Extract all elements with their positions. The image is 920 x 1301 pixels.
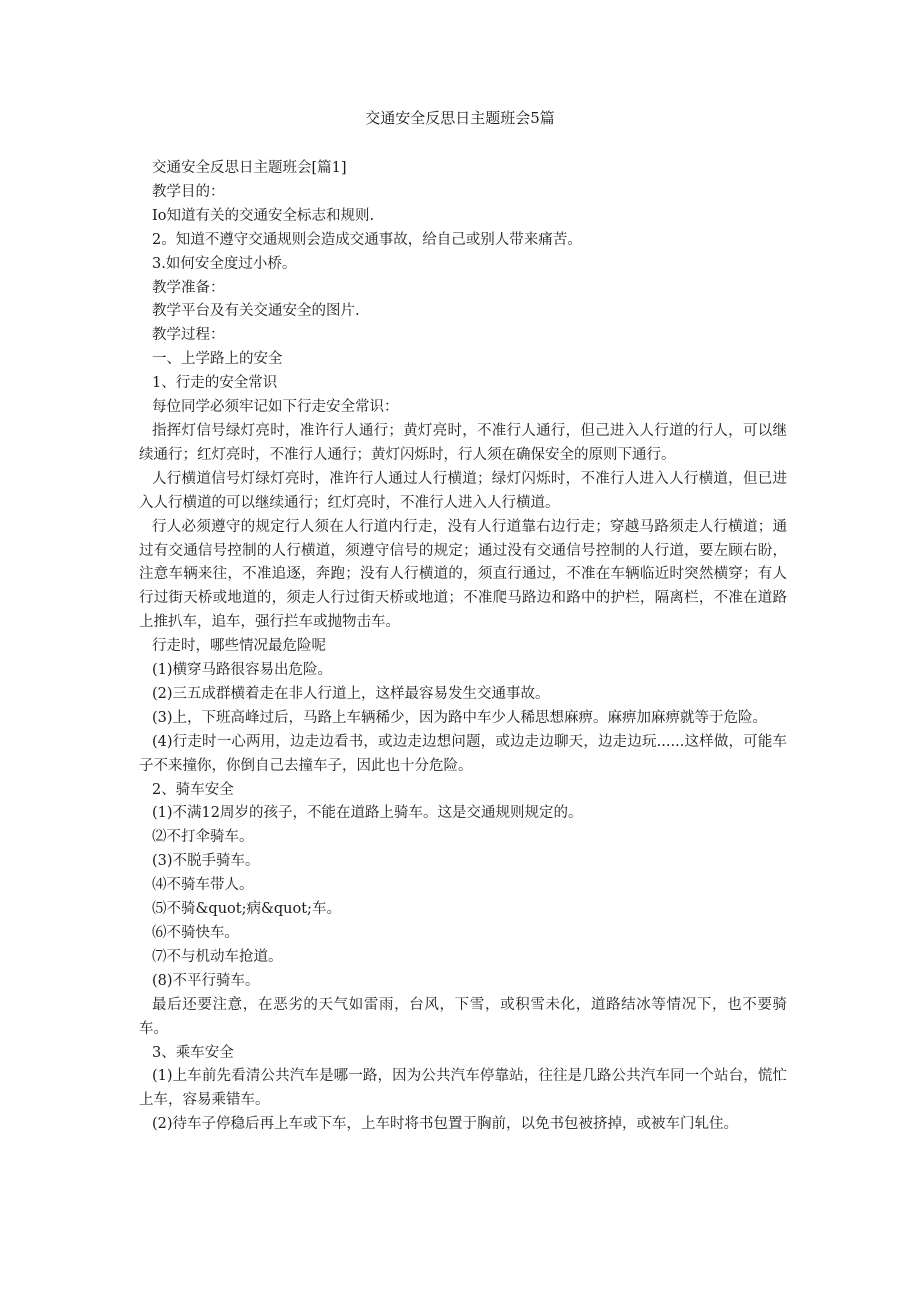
paragraph: 2。知道不遵守交通规则会造成交通事故，给自己或别人带来痛苦。 (152, 231, 582, 248)
paragraph: 人行横道信号灯绿灯亮时，准许行人通过人行横道；绿灯闪烁时，不准行人进入人行横道，但已进入人行横道的可以继续通行；红灯亮时，不准行人进入人行横道。 (139, 470, 787, 511)
list-item: ⑺不与机动车抢道。 (152, 948, 283, 965)
list-item: ⑷不骑车带人。 (152, 877, 254, 894)
list-item: (2)待车子停稳后再上车或下车，上车时将书包置于胸前，以免书包被挤掉，或被车门轧住。 (152, 1116, 739, 1133)
subsection-heading: 3、乘车安全 (152, 1044, 234, 1061)
paragraph: 教学目的： (152, 183, 225, 200)
paragraph: Io知道有关的交通安全标志和规则. (152, 207, 375, 224)
document-body (139, 157, 787, 1137)
list-item: ⑸不骑&quot;病&quot;车。 (152, 901, 341, 918)
paragraph: 行走时，哪些情况最危险呢 (152, 638, 326, 655)
paragraph: 教学准备： (152, 279, 225, 296)
section-heading: 一、上学路上的安全 (152, 351, 283, 368)
list-item: (1)不满12周岁的孩子，不能在道路上骑车。这是交通规则规定的。 (152, 805, 583, 822)
list-item: (8)不平行骑车。 (152, 972, 260, 989)
paragraph: 行人必须遵守的规定行人须在人行道内行走，没有人行道靠右边行走；穿越马路须走人行横道；通过有交通信号控制的人行横道，须遵守信号的规定；通过没有交通信号控制的人行道，要左顾右盼，注意车辆来往，不准追逐，奔跑；没有人行横道的，须直行通过，不准在车辆临近时突然横穿；有人行过街天桥或地道的，须走人行过街天桥或地道；不准爬马路边和路中的护栏，隔离栏，不准在道路上推扒车，追车，强行拦车或抛物击车。 (139, 518, 787, 631)
list-item: ⑹不骑快车。 (152, 925, 239, 941)
subsection-heading: 1、行走的安全常识 (152, 375, 278, 392)
list-item: (3)不脱手骑车。 (152, 853, 260, 870)
paragraph: 3.如何安全度过小桥。 (152, 255, 297, 272)
paragraph: 每位同学必须牢记如下行走安全常识： (152, 399, 399, 416)
list-item: (3)上，下班高峰过后，马路上车辆稀少，因为路中车少人稀思想麻痹。麻痹加麻痹就等于危险。 (152, 709, 768, 726)
list-item: (1)上车前先看清公共汽车是哪一路，因为公共汽车停靠站，往往是几路公共汽车同一个站台，慌忙上车，容易乘错车。 (139, 1068, 787, 1109)
list-item: (2)三五成群横着走在非人行道上，这样最容易发生交通事故。 (152, 685, 550, 702)
list-item: ⑵不打伞骑车。 (152, 829, 254, 846)
paragraph: 最后还要注意，在恶劣的天气如雷雨，台风，下雪，或积雪未化，道路结冰等情况下，也不要骑车。 (139, 996, 787, 1037)
list-item: (1)横穿马路很容易出危险。 (152, 662, 333, 679)
document-title: 交通安全反思日主题班会5篇 (365, 109, 555, 127)
paragraph: 教学平台及有关交通安全的图片. (152, 303, 360, 320)
list-item: (4)行走时一心两用，边走边看书，或边走边想问题，或边走边聊天，边走边玩......这样做，可能车子不来撞你，你倒自己去撞车子，因此也十分危险。 (139, 733, 787, 774)
paragraph: 教学过程： (152, 327, 225, 344)
subsection-heading: 2、骑车安全 (152, 781, 234, 798)
paragraph: 指挥灯信号绿灯亮时，准许行人通行；黄灯亮时，不准行人通行，但己进入人行道的行人，可以继续通行；红灯亮时，不准行人通行；黄灯闪烁时，行人须在确保安全的原则下通行。 (139, 422, 787, 463)
paragraph: 交通安全反思日主题班会[篇1] (152, 160, 347, 176)
